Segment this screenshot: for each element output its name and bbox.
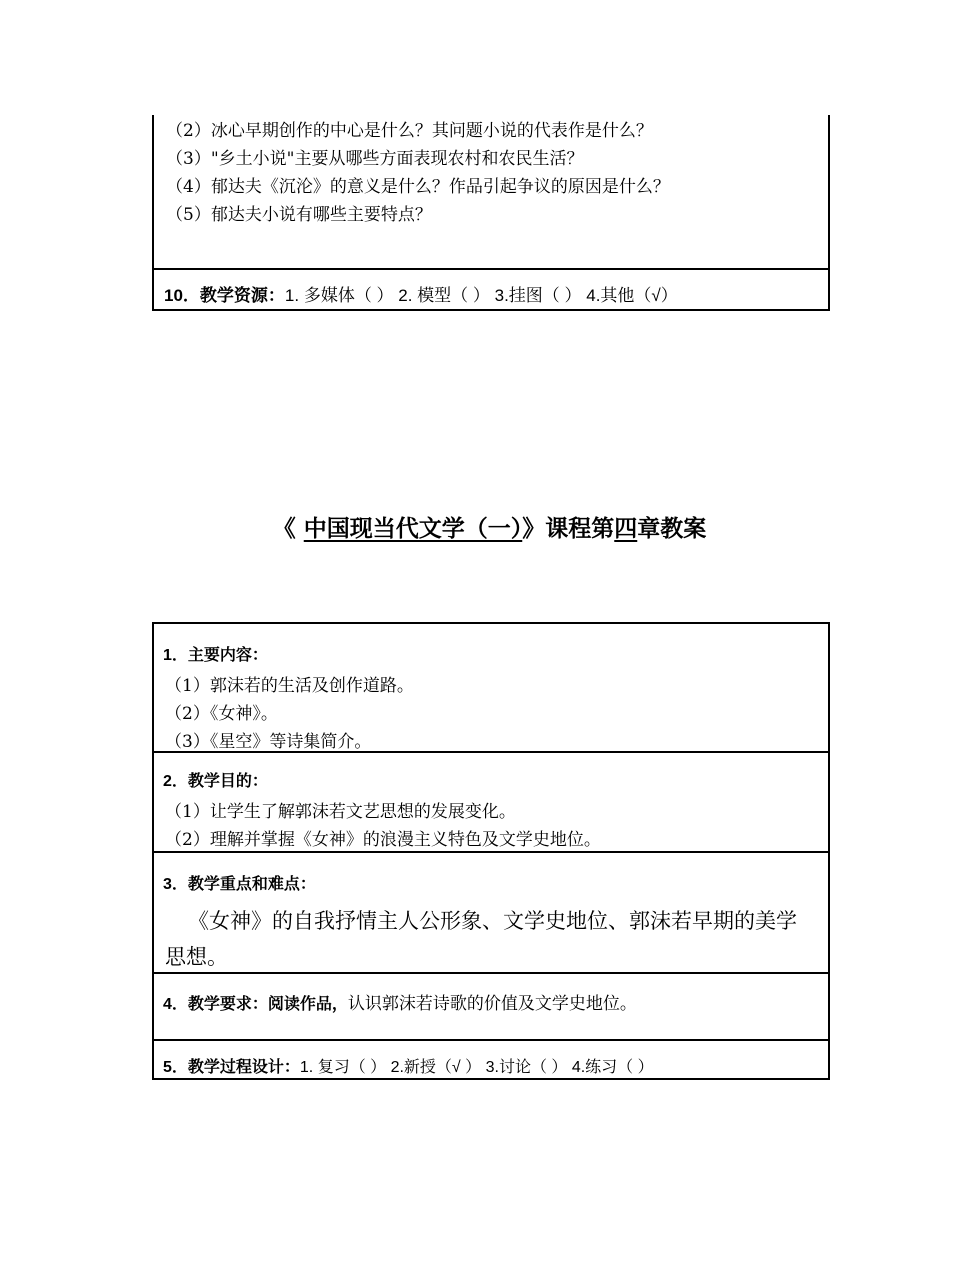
requirements-text [163,989,637,1014]
teaching-resources-options: 1. 多媒体（ ） 2. 模型（ ） 3.挂图（ ） 4.其他（√） [284,286,678,305]
review-question: （3）"乡土小说"主要从哪些方面表现农村和农民生活？ [166,149,584,169]
lesson-plan-table [152,622,830,1080]
objectives-row [154,753,828,853]
main-content-heading: 1．主要内容： [163,647,268,664]
teaching-resources-label: 10．教学资源： [164,286,285,305]
process-text [163,1054,654,1077]
title-suffix: 章教案 [637,516,707,542]
key-points-text: 思想。 [165,945,228,969]
list-item: （1）郭沫若的生活及创作道路。 [165,676,414,696]
key-points-heading: 3．教学重点和难点： [163,876,316,893]
list-item: （2）理解并掌握《女神》的浪漫主义特色及文学史地位。 [165,830,601,850]
course-name: 中国现当代文学（一） [303,516,523,542]
title-prefix: 《 [272,516,304,542]
process-row [154,1041,828,1078]
review-question: （2）冰心早期创作的中心是什么？其问题小说的代表作是什么？ [166,121,653,141]
previous-chapter-table [152,115,830,311]
key-points-row [154,853,828,974]
page-title [0,510,979,543]
chapter-number: 四 [614,516,638,542]
process-heading: 5．教学过程设计： [163,1059,300,1076]
list-item: （2）《女神》。 [165,704,278,724]
divider [154,268,828,270]
objectives-heading: 2．教学目的： [163,773,268,790]
requirements-body: 认识郭沫若诗歌的价值及文学史地位。 [347,994,637,1014]
title-middle: 》课程第 [522,516,615,542]
main-content-row [154,624,828,753]
key-points-text: 《女神》的自我抒情主人公形象、文学史地位、郭沫若早期的美学 [188,909,797,933]
list-item: （3）《星空》等诗集简介。 [165,732,372,752]
teaching-resources [164,281,678,306]
list-item: （1）让学生了解郭沫若文艺思想的发展变化。 [165,802,516,822]
requirements-heading: 4．教学要求：阅读作品， [163,996,348,1013]
requirements-row [154,974,828,1041]
process-options: 1. 复习（ ） 2.新授（√ ） 3.讨论（ ） 4.练习（ ） [299,1059,654,1076]
review-question: （5）郁达夫小说有哪些主要特点？ [166,205,432,225]
review-question: （4）郁达夫《沉沦》的意义是什么？作品引起争议的原因是什么？ [166,177,670,197]
